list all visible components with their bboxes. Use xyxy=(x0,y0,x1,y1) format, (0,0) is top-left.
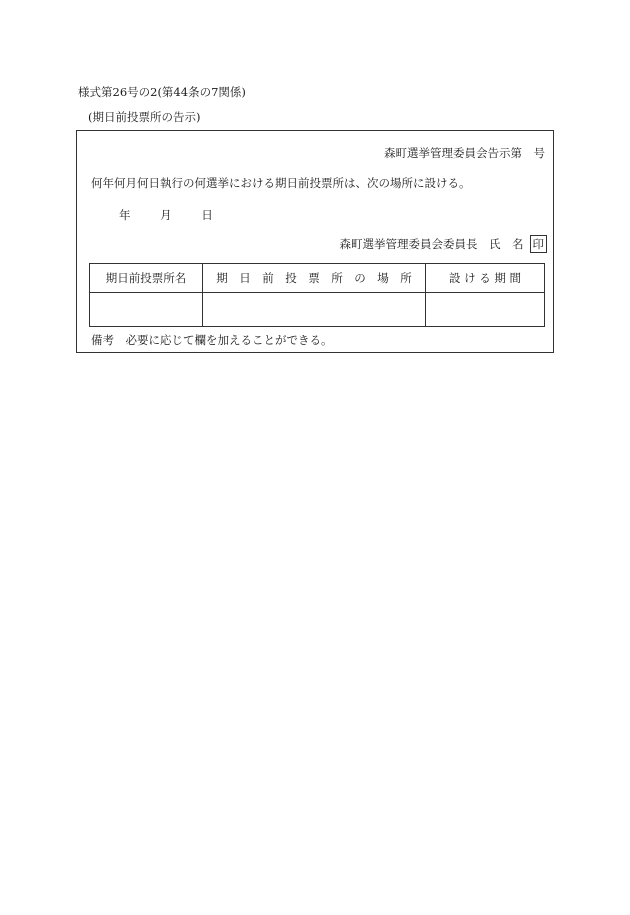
notice-body: 何年何月何日執行の何選挙における期日前投票所は、次の場所に設ける。 xyxy=(91,176,471,190)
cell-place-location xyxy=(203,293,426,327)
cell-period xyxy=(426,293,545,327)
remarks: 備考 必要に応じて欄を加えることができる。 xyxy=(91,333,333,347)
date-day: 日 xyxy=(201,208,213,222)
notice-number: 森町選挙管理委員会告示第 号 xyxy=(384,146,545,160)
notice-frame xyxy=(76,130,554,353)
signer-name: 森町選挙管理委員会委員長 氏 名 xyxy=(339,237,524,251)
seal-mark: 印 xyxy=(530,235,548,253)
form-number: 様式第26号の2(第44条の7関係) xyxy=(78,85,246,99)
form-subtitle: (期日前投票所の告示) xyxy=(88,110,201,124)
cell-place-name xyxy=(90,293,203,327)
date-month: 月 xyxy=(160,208,172,222)
header-place-location: 期 日 前 投 票 所 の 場 所 xyxy=(203,264,426,293)
date-year: 年 xyxy=(119,208,131,222)
header-period: 設 け る 期 間 xyxy=(426,264,545,293)
table-row xyxy=(90,293,545,327)
header-place-name: 期日前投票所名 xyxy=(90,264,203,293)
polling-place-table xyxy=(89,263,545,327)
signer-line xyxy=(340,235,548,253)
date-line xyxy=(119,207,213,223)
table-header-row xyxy=(90,264,545,293)
